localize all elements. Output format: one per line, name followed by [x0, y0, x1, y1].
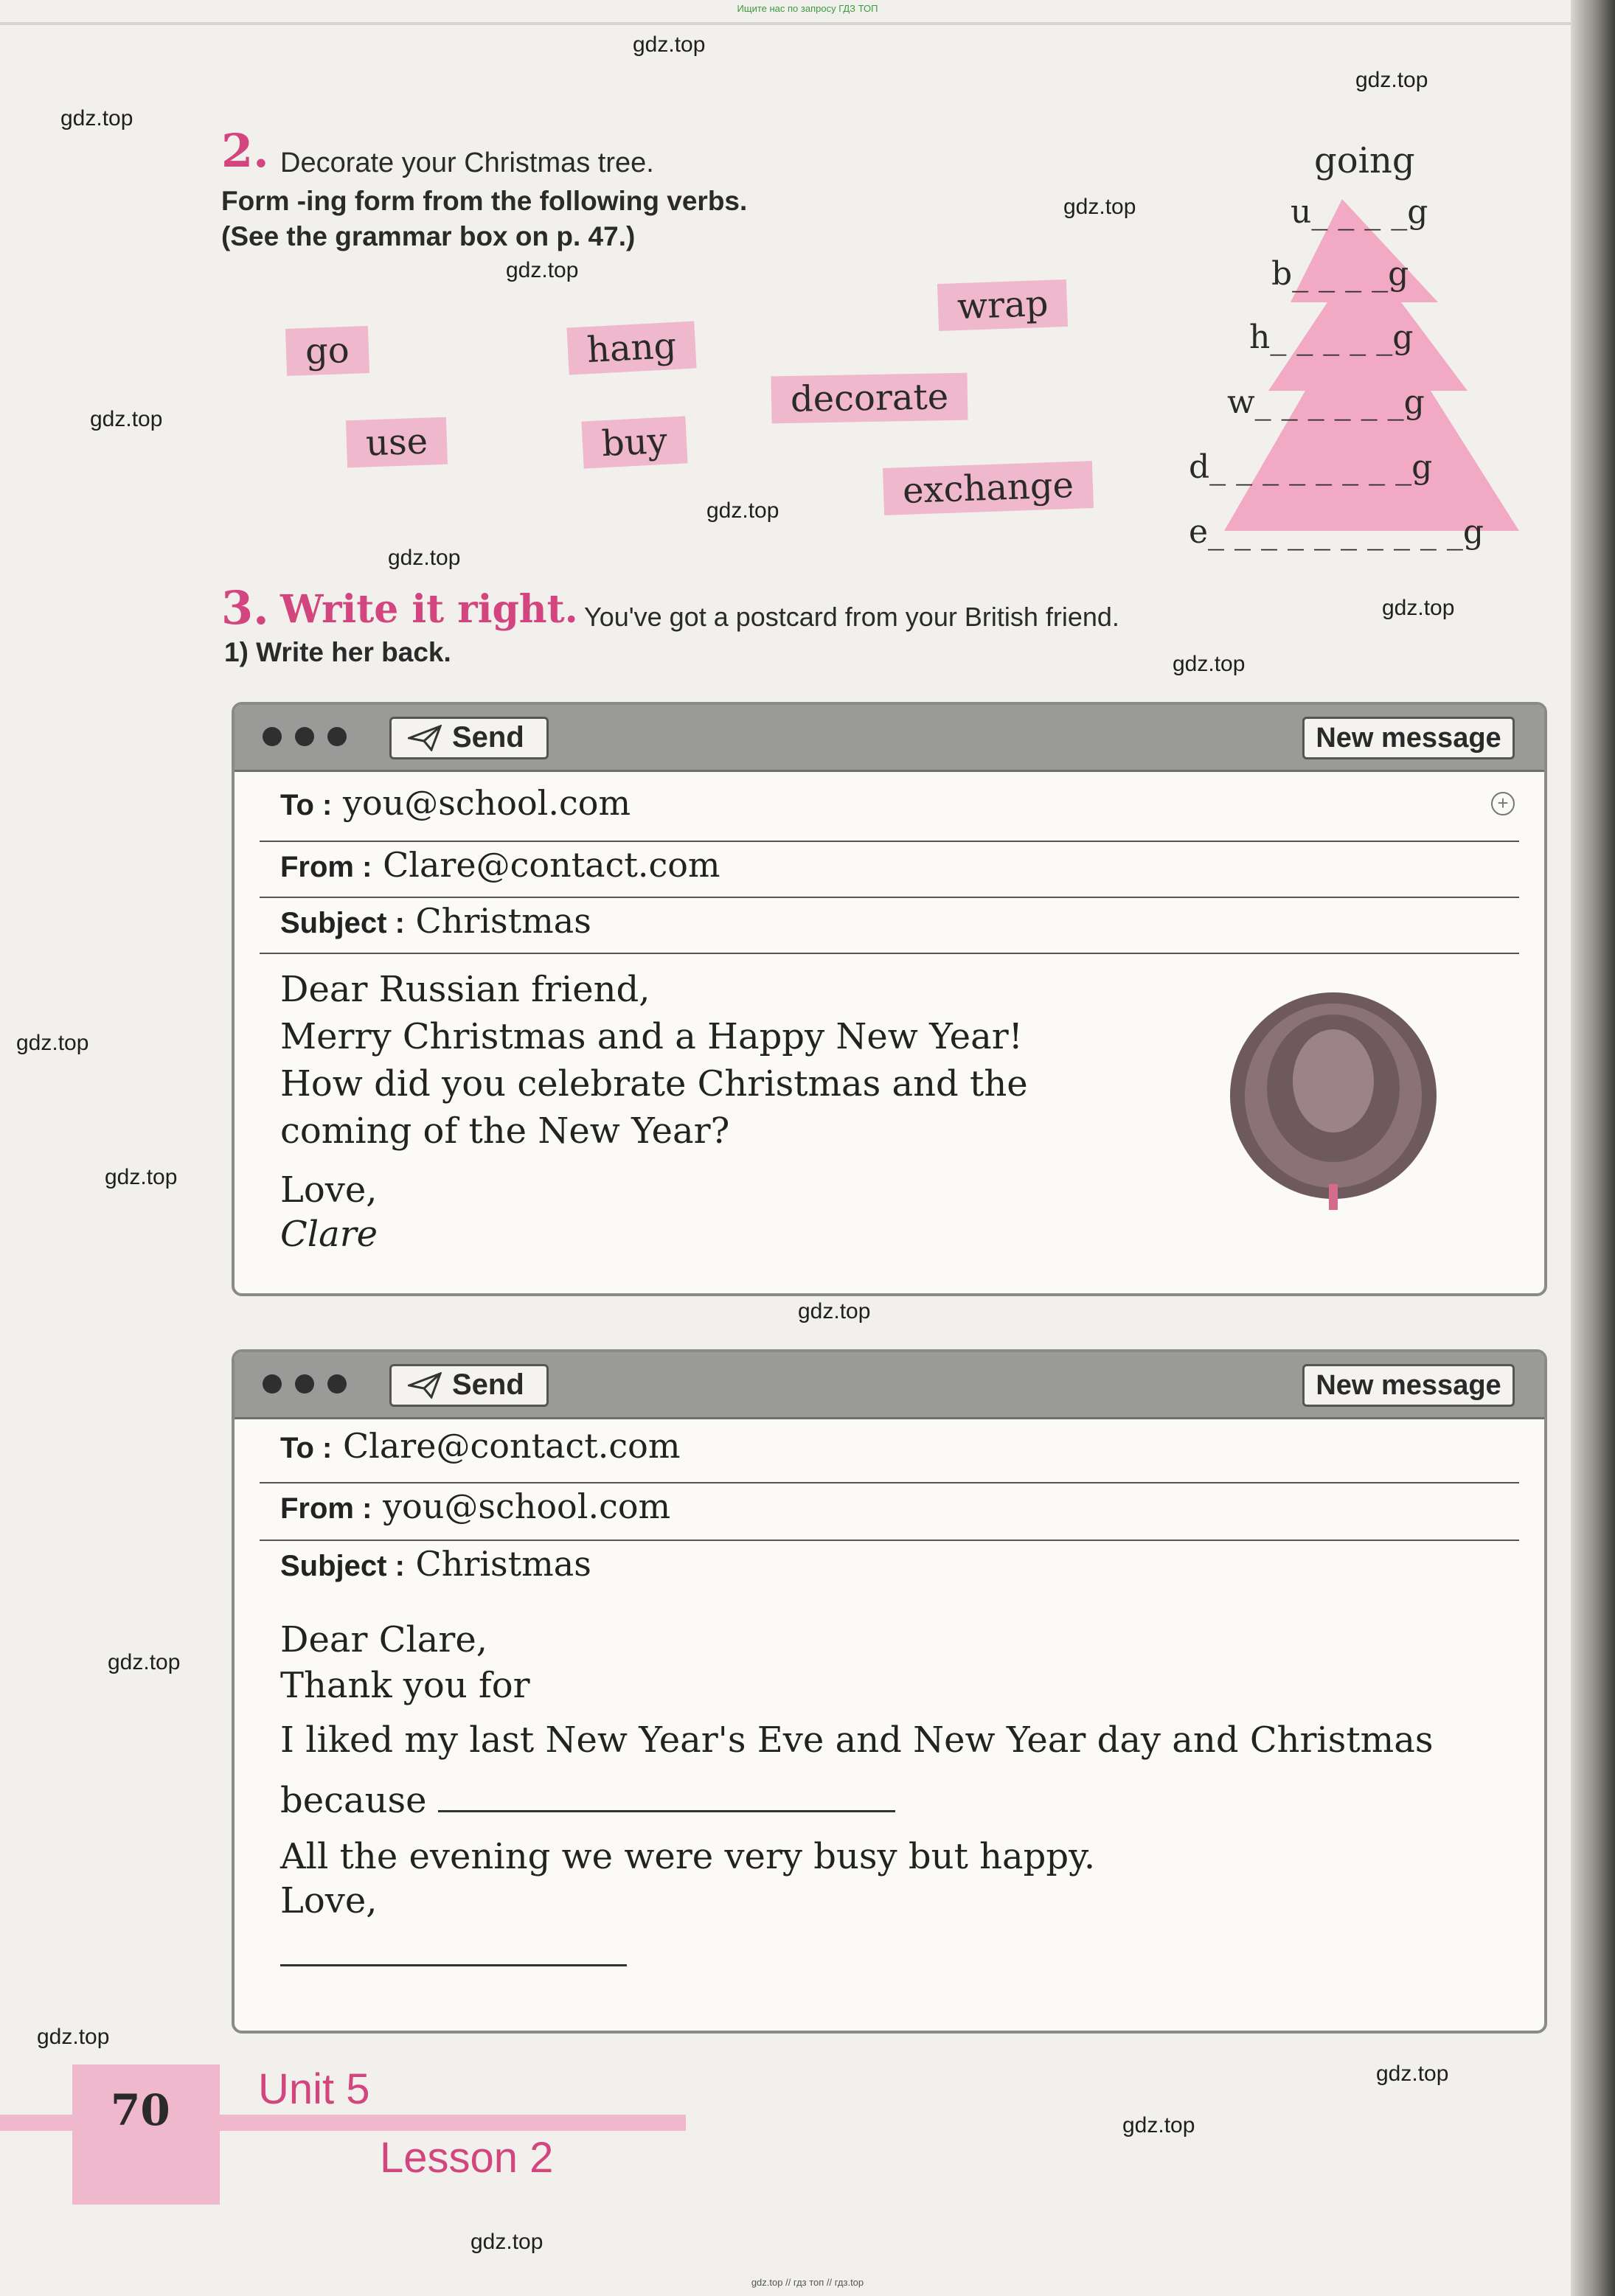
- page-edge: [1571, 0, 1615, 2296]
- email-body-line: Love,: [280, 1169, 378, 1211]
- watermark: gdz.top: [1063, 195, 1136, 219]
- email-body-line: Merry Christmas and a Happy New Year!: [280, 1016, 1023, 1057]
- watermark: gdz.top: [506, 258, 579, 282]
- subject-field[interactable]: [280, 1544, 591, 1584]
- verb-chip: buy: [581, 416, 687, 468]
- field-divider: [260, 953, 1519, 954]
- watermark: gdz.top: [1382, 596, 1455, 620]
- exercise-3-number: 3.: [221, 581, 269, 635]
- watermark: gdz.top: [388, 546, 461, 570]
- email-body-line[interactable]: [280, 1665, 530, 1706]
- watermark: gdz.top: [37, 2025, 110, 2049]
- to-value: you@school.com: [342, 783, 631, 823]
- tree-word: b_ _ _ _g: [1271, 255, 1409, 293]
- watermark: gdz.top: [90, 407, 163, 431]
- verb-chip: hang: [566, 321, 696, 375]
- exercise-3-title: Write it right.: [280, 587, 578, 632]
- email-body-line: Love,: [280, 1880, 378, 1921]
- tree-word-going: going: [1314, 140, 1415, 181]
- window-dot: [295, 1374, 314, 1394]
- verb-chip: wrap: [937, 279, 1069, 331]
- send-icon: [408, 725, 442, 751]
- from-value: you@school.com: [383, 1486, 671, 1526]
- answer-blank[interactable]: [438, 1788, 895, 1812]
- email-body-text: Thank you for: [280, 1665, 530, 1706]
- email-body-line: Dear Clare,: [280, 1619, 488, 1660]
- window-titlebar: [235, 1352, 1544, 1419]
- window-dot: [327, 727, 347, 746]
- email-body-line: coming of the New Year?: [280, 1110, 730, 1152]
- watermark: gdz.top: [108, 1650, 181, 1674]
- field-divider: [260, 897, 1519, 898]
- subject-value: Christmas: [415, 1544, 591, 1584]
- field-divider: [260, 1482, 1519, 1483]
- from-field: [280, 845, 720, 885]
- lesson-label: Lesson 2: [380, 2134, 554, 2182]
- watermark: gdz.top: [1376, 2062, 1449, 2086]
- to-field: [280, 783, 631, 823]
- watermark: gdz.top: [105, 1165, 178, 1189]
- top-banner: Ищите нас по запросу ГДЗ ТОП: [737, 3, 878, 14]
- window-dot: [327, 1374, 347, 1394]
- window-dot: [295, 727, 314, 746]
- exercise-3-subtitle: You've got a postcard from your British friend.: [584, 602, 1119, 632]
- from-field[interactable]: [280, 1486, 670, 1526]
- send-button[interactable]: [389, 1364, 549, 1407]
- tree-word: u_ _ _ _g: [1291, 193, 1428, 231]
- send-label: Send: [452, 1368, 524, 1401]
- tree-word: e_ _ _ _ _ _ _ _ _ _g: [1189, 513, 1484, 551]
- subject-value: Christmas: [415, 901, 591, 941]
- from-value: Clare@contact.com: [383, 845, 720, 885]
- email-body-line: How did you celebrate Christmas and the: [280, 1063, 1028, 1104]
- christmas-tree-icon: [1224, 199, 1534, 546]
- exercise-2-grammar-ref: (See the grammar box on p. 47.): [221, 221, 636, 251]
- exercise-2-number: 2.: [221, 124, 269, 178]
- exercise-3-task: 1) Write her back.: [224, 637, 451, 667]
- email-body-line[interactable]: [280, 1780, 895, 1821]
- verb-chip: decorate: [771, 373, 968, 424]
- watermark: gdz.top: [16, 1031, 89, 1055]
- tree-word: h_ _ _ _ _g: [1249, 319, 1414, 356]
- exercise-2-title: Decorate your Christmas tree.: [280, 147, 654, 178]
- tree-word: d_ _ _ _ _ _ _ _g: [1189, 448, 1433, 486]
- email-body-line: I liked my last New Year's Eve and New Year day and Christmas: [280, 1719, 1434, 1761]
- to-label: To :: [280, 789, 333, 821]
- email-body-line: All the evening we were very busy but happy.: [280, 1836, 1096, 1877]
- send-button[interactable]: [389, 717, 549, 759]
- email-window-received: [232, 702, 1547, 1296]
- subject-label: Subject :: [280, 1550, 405, 1582]
- email-body-line: Dear Russian friend,: [280, 969, 650, 1010]
- subject-label: Subject :: [280, 907, 405, 939]
- unit-label: Unit 5: [258, 2065, 370, 2113]
- page-number: 70: [111, 2085, 170, 2135]
- field-divider: [260, 1540, 1519, 1541]
- watermark: gdz.top: [60, 106, 133, 131]
- bottom-banner: gdz.top // гдз топ // гдз.top: [751, 2277, 864, 2288]
- watermark: gdz.top: [633, 32, 706, 57]
- to-label: To :: [280, 1432, 333, 1464]
- verb-chip: exchange: [883, 461, 1094, 515]
- signature-blank[interactable]: [280, 1964, 627, 1966]
- watermark: gdz.top: [1173, 652, 1246, 676]
- email-signature: Clare: [280, 1214, 378, 1255]
- new-message-button[interactable]: New message: [1302, 717, 1515, 759]
- fir-tree-icon: [1223, 985, 1444, 1214]
- exercise-2-instruction: Form -ing form from the following verbs.: [221, 186, 748, 216]
- watermark: gdz.top: [1355, 68, 1428, 92]
- new-message-button[interactable]: New message: [1302, 1364, 1515, 1407]
- watermark: gdz.top: [470, 2230, 543, 2254]
- window-titlebar: [235, 705, 1544, 772]
- email-body-text: because: [280, 1780, 427, 1821]
- email-window-reply: [232, 1349, 1547, 2034]
- from-label: From :: [280, 1492, 372, 1525]
- add-recipient-icon[interactable]: +: [1491, 792, 1515, 815]
- from-label: From :: [280, 851, 372, 883]
- window-dot: [263, 727, 282, 746]
- verb-chip: go: [285, 326, 369, 376]
- window-dot: [263, 1374, 282, 1394]
- send-label: Send: [452, 721, 524, 754]
- watermark: gdz.top: [706, 498, 779, 523]
- send-icon: [408, 1372, 442, 1399]
- verb-chip: use: [346, 417, 448, 468]
- to-field[interactable]: [280, 1426, 680, 1466]
- tree-word: w_ _ _ _ _ _g: [1227, 383, 1425, 421]
- top-rule: [0, 22, 1571, 25]
- field-divider: [260, 841, 1519, 842]
- watermark: gdz.top: [1122, 2113, 1195, 2137]
- to-value: Clare@contact.com: [342, 1426, 681, 1466]
- subject-field: [280, 901, 591, 941]
- watermark: gdz.top: [798, 1299, 871, 1323]
